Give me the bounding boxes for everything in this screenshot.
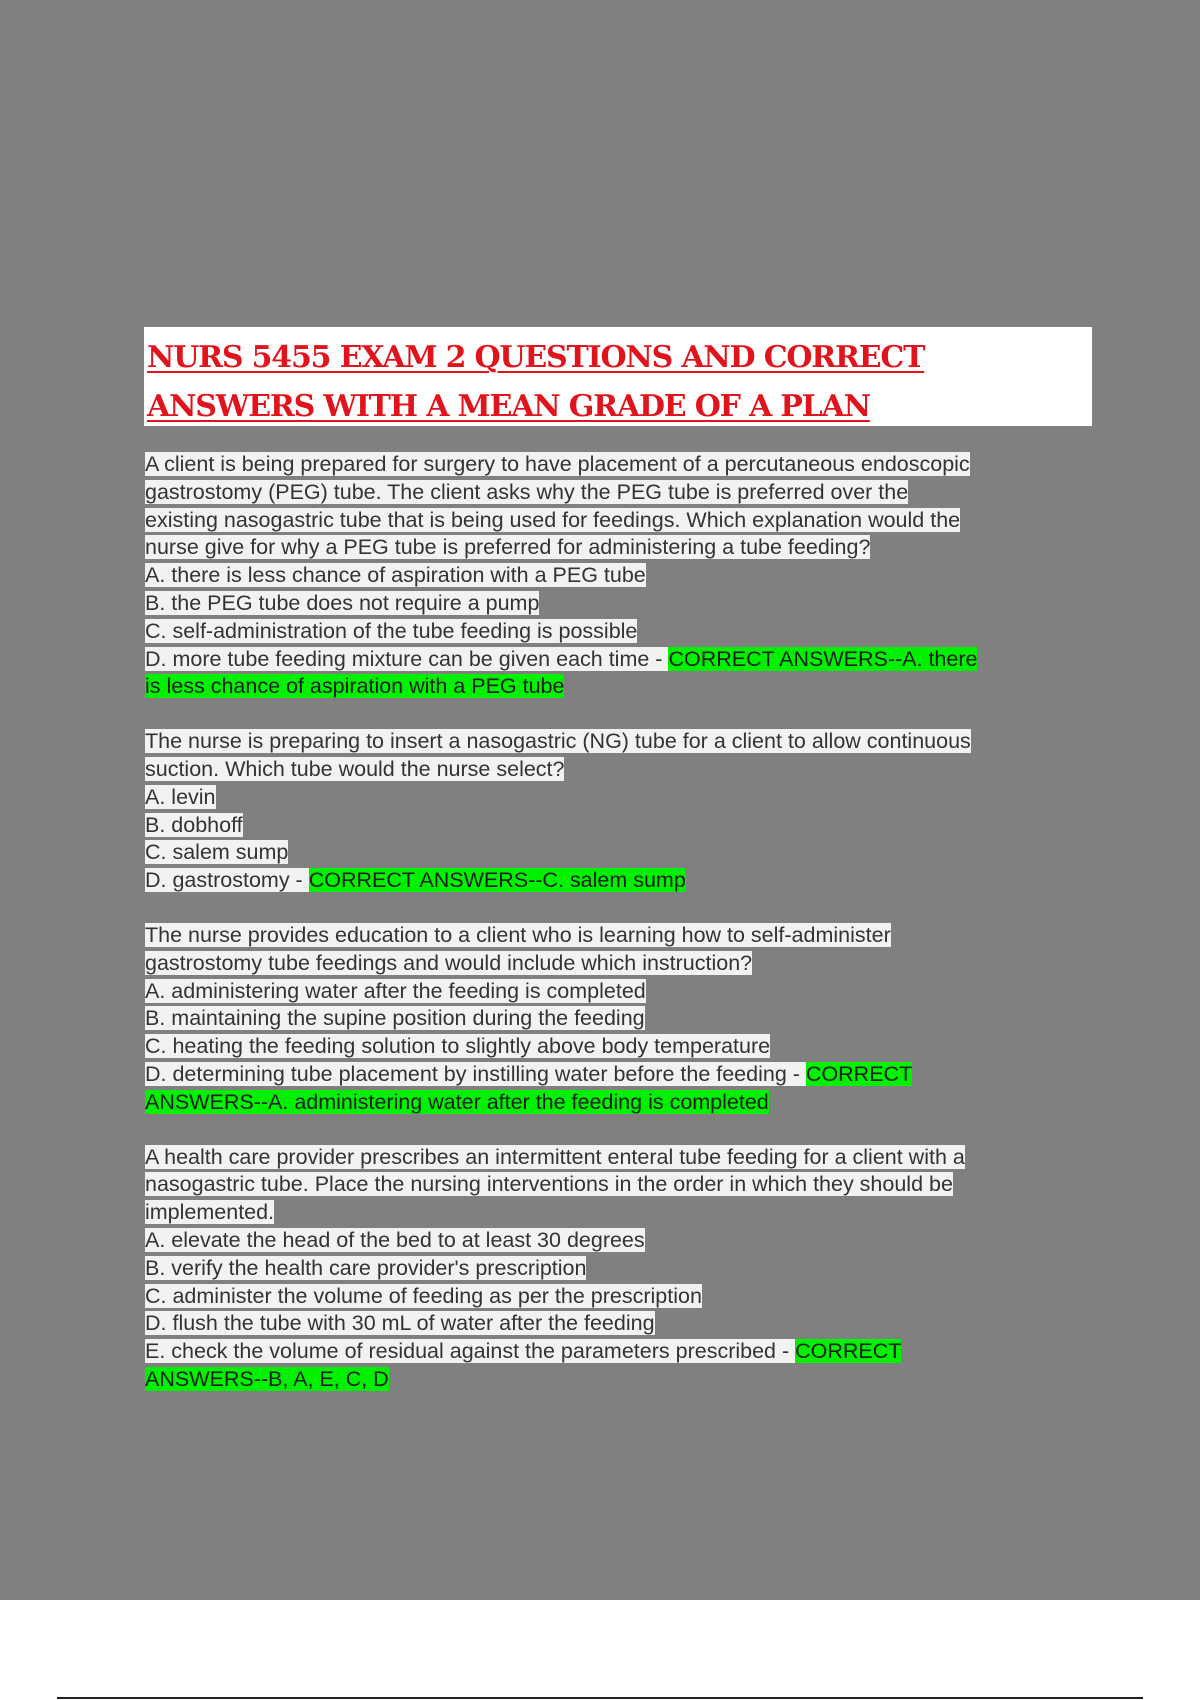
question-stem-line: existing nasogastric tube that is being used for feedings. Which explanation would the xyxy=(145,507,961,532)
answer-option: D. more tube feeding mixture can be given each time - xyxy=(145,646,669,671)
question-stem-line: A client is being prepared for surgery to have placement of a percutaneous endoscopic xyxy=(145,452,970,476)
answer-option: B. verify the health care provider's prescription xyxy=(145,1255,587,1280)
question-stem-line: A health care provider prescribes an intermittent enteral tube feeding for a client with a xyxy=(145,1144,965,1169)
question-stem-line: implemented. xyxy=(145,1200,275,1225)
question-stem-line: gastrostomy (PEG) tube. The client asks why the PEG tube is preferred over the xyxy=(145,479,909,504)
correct-answer: CORRECT ANSWERS--A. there xyxy=(668,646,978,671)
question-2 xyxy=(145,728,1085,895)
questions-list xyxy=(145,451,1085,1421)
question-stem-line: nurse give for why a PEG tube is preferred for administering a tube feeding? xyxy=(145,535,871,560)
correct-answer: CORRECT xyxy=(795,1339,902,1364)
answer-option: E. check the volume of residual against the parameters prescribed - xyxy=(145,1339,796,1364)
title-line-1: NURS 5455 EXAM 2 QUESTIONS AND CORRECT xyxy=(147,340,925,375)
answer-option: C. salem sump xyxy=(145,840,289,865)
answer-option: A. there is less chance of aspiration with a PEG tube xyxy=(145,563,646,588)
question-3 xyxy=(145,922,1085,1117)
answer-option: B. dobhoff xyxy=(145,812,243,837)
correct-answer: CORRECT ANSWERS--C. salem sump xyxy=(308,868,686,893)
correct-answer: CORRECT xyxy=(805,1061,913,1086)
correct-answer-continued: ANSWERS--B, A, E, C, D xyxy=(145,1366,389,1391)
answer-option: B. the PEG tube does not require a pump xyxy=(145,590,540,615)
correct-answer-continued: ANSWERS--A. administering water after the feeding is completed xyxy=(145,1089,769,1114)
correct-answer-continued: is less chance of aspiration with a PEG tube xyxy=(145,674,565,699)
answer-option: C. heating the feeding solution to slightly above body temperature xyxy=(145,1034,771,1059)
question-4 xyxy=(145,1144,1085,1394)
answer-option: A. levin xyxy=(145,784,216,809)
answer-option: C. administer the volume of feeding as per the prescription xyxy=(145,1283,702,1308)
answer-option: D. gastrostomy - xyxy=(145,868,309,893)
answer-option: A. administering water after the feeding is completed xyxy=(145,978,646,1003)
question-stem-line: The nurse is preparing to insert a nasogastric (NG) tube for a client to allow continuous xyxy=(145,729,971,754)
document-title xyxy=(144,327,1092,426)
answer-option: C. self-administration of the tube feeding is possible xyxy=(145,618,638,643)
question-stem-line: nasogastric tube. Place the nursing interventions in the order in which they should be xyxy=(145,1172,953,1197)
title-line-2: ANSWERS WITH A MEAN GRADE OF A PLAN xyxy=(147,389,870,424)
answer-option: B. maintaining the supine position during the feeding xyxy=(145,1006,645,1031)
answer-option: A. elevate the head of the bed to at least 30 degrees xyxy=(145,1227,645,1252)
footer-divider xyxy=(57,1697,1143,1699)
answer-option: D. determining tube placement by instilling water before the feeding - xyxy=(145,1061,806,1086)
answer-option: D. flush the tube with 30 mL of water after the feeding xyxy=(145,1311,655,1336)
question-stem-line: suction. Which tube would the nurse select? xyxy=(145,756,565,781)
question-stem-line: The nurse provides education to a client who is learning how to self-administer xyxy=(145,922,891,947)
question-1 xyxy=(145,451,1085,701)
question-stem-line: gastrostomy tube feedings and would include which instruction? xyxy=(145,950,753,975)
